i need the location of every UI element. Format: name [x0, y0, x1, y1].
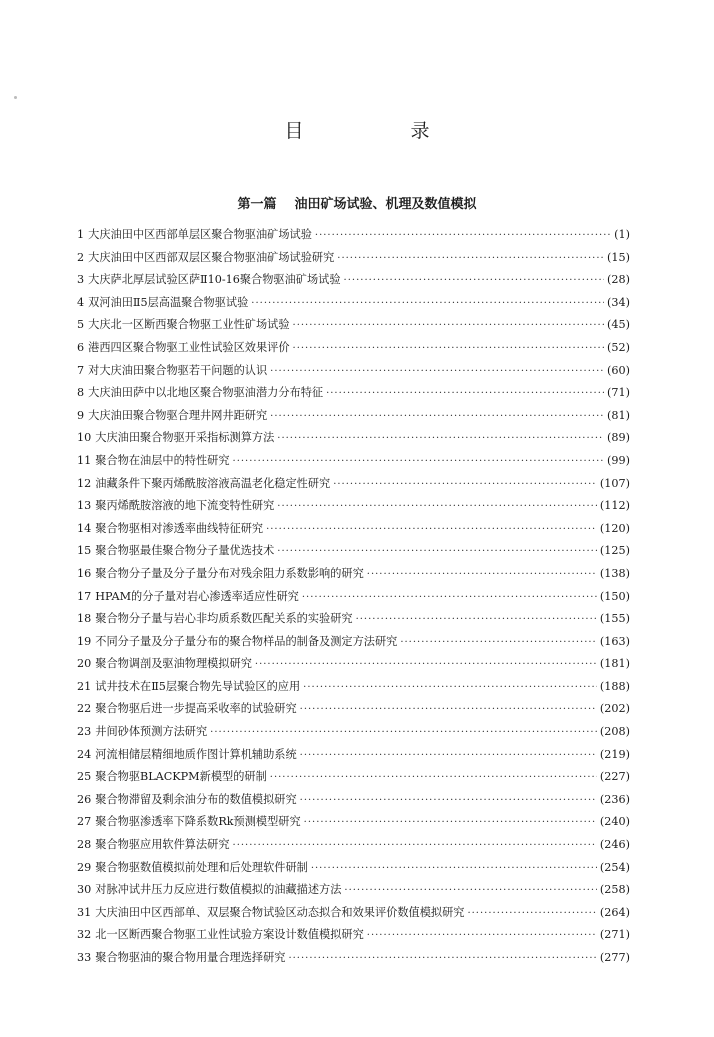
toc-entry-page: (71): [607, 386, 630, 400]
toc-entry[interactable]: [77, 405, 630, 428]
toc-entry-title: 不同分子量及分子量分布的聚合物样品的制备及测定方法研究: [95, 634, 398, 648]
section-heading: [0, 193, 714, 212]
toc-entry[interactable]: [77, 676, 630, 699]
toc-entry-page: (240): [599, 815, 630, 829]
toc-entry-page: (155): [599, 612, 630, 626]
toc-entry-number: 33: [77, 951, 92, 964]
toc-entry[interactable]: [77, 473, 630, 496]
toc-entry-number: 5: [77, 318, 85, 332]
toc-entry-number: 26: [77, 792, 92, 806]
toc-entry-number: 4: [77, 295, 85, 309]
dot-leader: [302, 587, 597, 609]
toc-entry[interactable]: [77, 292, 630, 315]
toc-entry[interactable]: [77, 382, 630, 405]
toc-entry[interactable]: [77, 608, 630, 631]
toc-entry-title: 聚合物驱应用软件算法研究: [95, 838, 230, 852]
toc-entry-number: 21: [77, 679, 92, 693]
toc-entry[interactable]: [77, 744, 630, 767]
dot-leader: [304, 812, 597, 834]
toc-entry-page: (236): [599, 792, 630, 806]
toc-entry-number: 16: [77, 566, 92, 580]
toc-entry-title: 油藏条件下聚丙烯酰胺溶液高温老化稳定性研究: [95, 476, 331, 490]
toc-entry-title: 大庆油田聚合物驱开采指标测算方法: [95, 431, 275, 445]
toc-entry-number: 28: [77, 838, 92, 852]
toc-entry-number: 32: [77, 928, 92, 942]
toc-entry-number: 2: [77, 250, 85, 264]
dot-leader: [251, 293, 604, 315]
toc-entry-title: 聚合物驱数值模拟前处理和后处理软件研制: [95, 860, 308, 874]
toc-entry-page: (1): [614, 228, 630, 241]
dot-leader: [255, 654, 597, 676]
toc-entry-number: 23: [77, 725, 92, 739]
toc-entry[interactable]: [77, 314, 630, 337]
toc-entry[interactable]: [77, 495, 630, 518]
dot-leader: [300, 745, 597, 767]
dot-leader: [344, 270, 604, 292]
toc-entry-number: 29: [77, 860, 92, 874]
dot-leader: [337, 248, 604, 270]
toc-entry-page: (125): [599, 544, 630, 558]
toc-entry-page: (138): [599, 566, 630, 580]
toc-entry[interactable]: [77, 698, 630, 721]
toc-entry-title: 聚合物分子量与岩心非均质系数匹配关系的实验研究: [95, 612, 353, 626]
toc-entry[interactable]: [77, 879, 630, 902]
toc-entry-title: 聚合物驱相对渗透率曲线特征研究: [95, 521, 264, 535]
dot-leader: [315, 225, 611, 247]
toc-entry-page: (227): [599, 770, 630, 784]
toc-entry[interactable]: [77, 631, 630, 654]
section-name: 油田矿场试验、机理及数值模拟: [294, 197, 477, 212]
toc-entry-page: (52): [607, 340, 630, 354]
toc-entry[interactable]: [77, 427, 630, 450]
toc-entry-title: 河流相储层精细地质作图计算机辅助系统: [95, 747, 297, 761]
toc-entry-number: 15: [77, 544, 92, 558]
toc-entry-page: (34): [607, 295, 630, 309]
section-part: 第一篇: [237, 197, 277, 212]
toc-entry-number: 31: [77, 905, 92, 919]
dot-leader: [293, 338, 605, 360]
toc-entry-page: (264): [599, 905, 630, 919]
toc-entry-page: (277): [599, 951, 630, 964]
toc-entry-title: 聚合物驱油的聚合物用量合理选择研究: [95, 951, 286, 964]
toc-entry[interactable]: [77, 586, 630, 609]
dot-leader: [233, 451, 605, 473]
toc-entry-number: 30: [77, 883, 92, 897]
toc-entry-title: 大庆油田中区西部双层区聚合物驱油矿场试验研究: [88, 250, 335, 264]
toc-entry-title: 大庆萨北厚层试验区萨Ⅱ10-16聚合物驱油矿场试验: [88, 273, 341, 287]
dot-leader: [333, 474, 597, 496]
toc-entry-title: 井间砂体预测方法研究: [95, 725, 208, 739]
toc-entry-page: (45): [607, 318, 630, 332]
table-of-contents: [77, 224, 630, 970]
toc-entry-title: 对脉冲试井压力反应进行数值模拟的油藏描述方法: [95, 883, 342, 897]
toc-entry[interactable]: [77, 450, 630, 473]
toc-entry-page: (107): [599, 476, 630, 490]
toc-entry-title: HPAM的分子量对岩心渗透率适应性研究: [95, 589, 299, 603]
toc-entry[interactable]: [77, 653, 630, 676]
page-title: 目 录: [284, 120, 474, 142]
toc-entry-title: 大庆油田中区西部单、双层聚合物试验区动态拟合和效果评价数值模拟研究: [95, 905, 465, 919]
toc-entry-page: (150): [599, 589, 630, 603]
dot-leader: [277, 496, 597, 518]
toc-entry-page: (89): [607, 431, 630, 445]
toc-entry[interactable]: [77, 540, 630, 563]
toc-entry-title: 聚合物驱渗透率下降系数Rk预测模型研究: [95, 815, 301, 829]
dot-leader: [277, 541, 597, 563]
toc-entry-number: 6: [77, 340, 85, 354]
toc-entry-number: 18: [77, 612, 92, 626]
toc-entry-page: (254): [599, 860, 630, 874]
toc-entry-page: (258): [599, 883, 630, 897]
dot-leader: [270, 406, 604, 428]
toc-entry[interactable]: [77, 902, 630, 925]
scan-speck: [14, 96, 17, 99]
toc-entry-title: 聚合物滞留及剩余油分布的数值模拟研究: [95, 792, 297, 806]
dot-leader: [356, 609, 597, 631]
toc-entry-page: (219): [599, 747, 630, 761]
dot-leader: [293, 315, 605, 337]
dot-leader: [344, 880, 597, 902]
toc-entry-page: (163): [599, 634, 630, 648]
toc-entry-title: 大庆北一区断西聚合物驱工业性矿场试验: [88, 318, 290, 332]
toc-entry-title: 聚合物在油层中的特性研究: [95, 453, 230, 467]
toc-entry[interactable]: [77, 766, 630, 789]
toc-entry-title: 大庆油田聚合物驱合理井网井距研究: [88, 408, 268, 422]
dot-leader: [367, 564, 597, 586]
toc-entry-number: 7: [77, 363, 85, 377]
toc-entry-page: (120): [599, 521, 630, 535]
toc-entry-number: 12: [77, 476, 92, 490]
toc-entry[interactable]: [77, 269, 630, 292]
toc-entry[interactable]: [77, 857, 630, 880]
toc-entry-number: 3: [77, 273, 85, 287]
dot-leader: [270, 361, 604, 383]
toc-entry-page: (99): [607, 453, 630, 467]
toc-entry-page: (81): [607, 408, 630, 422]
toc-entry-number: 8: [77, 386, 85, 400]
toc-entry-page: (181): [599, 657, 630, 671]
toc-entry-title: 聚合物驱最佳聚合物分子量优选技术: [95, 544, 275, 558]
toc-entry-page: (28): [607, 273, 630, 287]
toc-entry[interactable]: [77, 337, 630, 360]
toc-entry[interactable]: [77, 834, 630, 857]
toc-entry[interactable]: [77, 789, 630, 812]
toc-entry-page: (271): [599, 928, 630, 942]
toc-entry-page: (208): [599, 725, 630, 739]
toc-entry-number: 11: [77, 453, 92, 467]
toc-entry-number: 20: [77, 657, 92, 671]
toc-entry-title: 聚合物分子量及分子量分布对残余阻力系数影响的研究: [95, 566, 364, 580]
toc-entry-title: 对大庆油田聚合物驱若干问题的认识: [88, 363, 268, 377]
toc-entry-title: 聚丙烯酰胺溶液的地下流变特性研究: [95, 499, 275, 513]
toc-entry-number: 27: [77, 815, 92, 829]
toc-entry-page: (112): [599, 499, 630, 513]
toc-entry-title: 聚合物调剖及驱油物理模拟研究: [95, 657, 252, 671]
toc-entry-number: 22: [77, 702, 92, 716]
toc-entry-number: 9: [77, 408, 85, 422]
dot-leader: [266, 519, 597, 541]
toc-entry-number: 13: [77, 499, 92, 513]
dot-leader: [300, 790, 597, 812]
dot-leader: [300, 699, 597, 721]
toc-entry-page: (188): [599, 679, 630, 693]
dot-leader: [400, 632, 597, 654]
dot-leader: [326, 383, 604, 405]
toc-entry[interactable]: [77, 947, 630, 970]
dot-leader: [233, 835, 597, 857]
dot-leader: [288, 948, 596, 970]
toc-entry[interactable]: [77, 360, 630, 383]
toc-entry-number: 24: [77, 747, 92, 761]
toc-entry-title: 大庆油田中区西部单层区聚合物驱油矿场试验: [88, 228, 312, 241]
toc-entry-page: (246): [599, 838, 630, 852]
toc-entry-title: 双河油田Ⅱ5层高温聚合物驱试验: [88, 295, 249, 309]
dot-leader: [270, 767, 597, 789]
dot-leader: [277, 428, 604, 450]
dot-leader: [311, 858, 597, 880]
toc-entry-title: 聚合物驱后进一步提高采收率的试验研究: [95, 702, 297, 716]
toc-entry-page: (202): [599, 702, 630, 716]
toc-entry[interactable]: [77, 224, 630, 247]
toc-entry-title: 聚合物驱BLACKPM新模型的研制: [95, 770, 267, 784]
toc-entry-page: (15): [607, 250, 630, 264]
toc-entry[interactable]: [77, 811, 630, 834]
dot-leader: [303, 677, 597, 699]
toc-entry-number: 25: [77, 770, 92, 784]
toc-entry-number: 19: [77, 634, 92, 648]
toc-entry-title: 大庆油田萨中以北地区聚合物驱油潜力分布特征: [88, 386, 324, 400]
toc-entry[interactable]: [77, 247, 630, 270]
toc-entry[interactable]: [77, 721, 630, 744]
toc-entry-page: (60): [607, 363, 630, 377]
toc-entry[interactable]: [77, 518, 630, 541]
dot-leader: [367, 925, 597, 947]
toc-entry-title: 北一区断西聚合物驱工业性试验方案设计数值模拟研究: [95, 928, 364, 942]
toc-entry[interactable]: [77, 563, 630, 586]
toc-entry-number: 1: [77, 228, 85, 241]
toc-entry-number: 14: [77, 521, 92, 535]
toc-entry[interactable]: [77, 924, 630, 947]
toc-entry-number: 10: [77, 431, 92, 445]
toc-entry-number: 17: [77, 589, 92, 603]
toc-entry-title: 试井技术在Ⅱ5层聚合物先导试验区的应用: [95, 679, 301, 693]
toc-entry-title: 港西四区聚合物驱工业性试验区效果评价: [88, 340, 290, 354]
dot-leader: [467, 903, 596, 925]
dot-leader: [210, 722, 597, 744]
